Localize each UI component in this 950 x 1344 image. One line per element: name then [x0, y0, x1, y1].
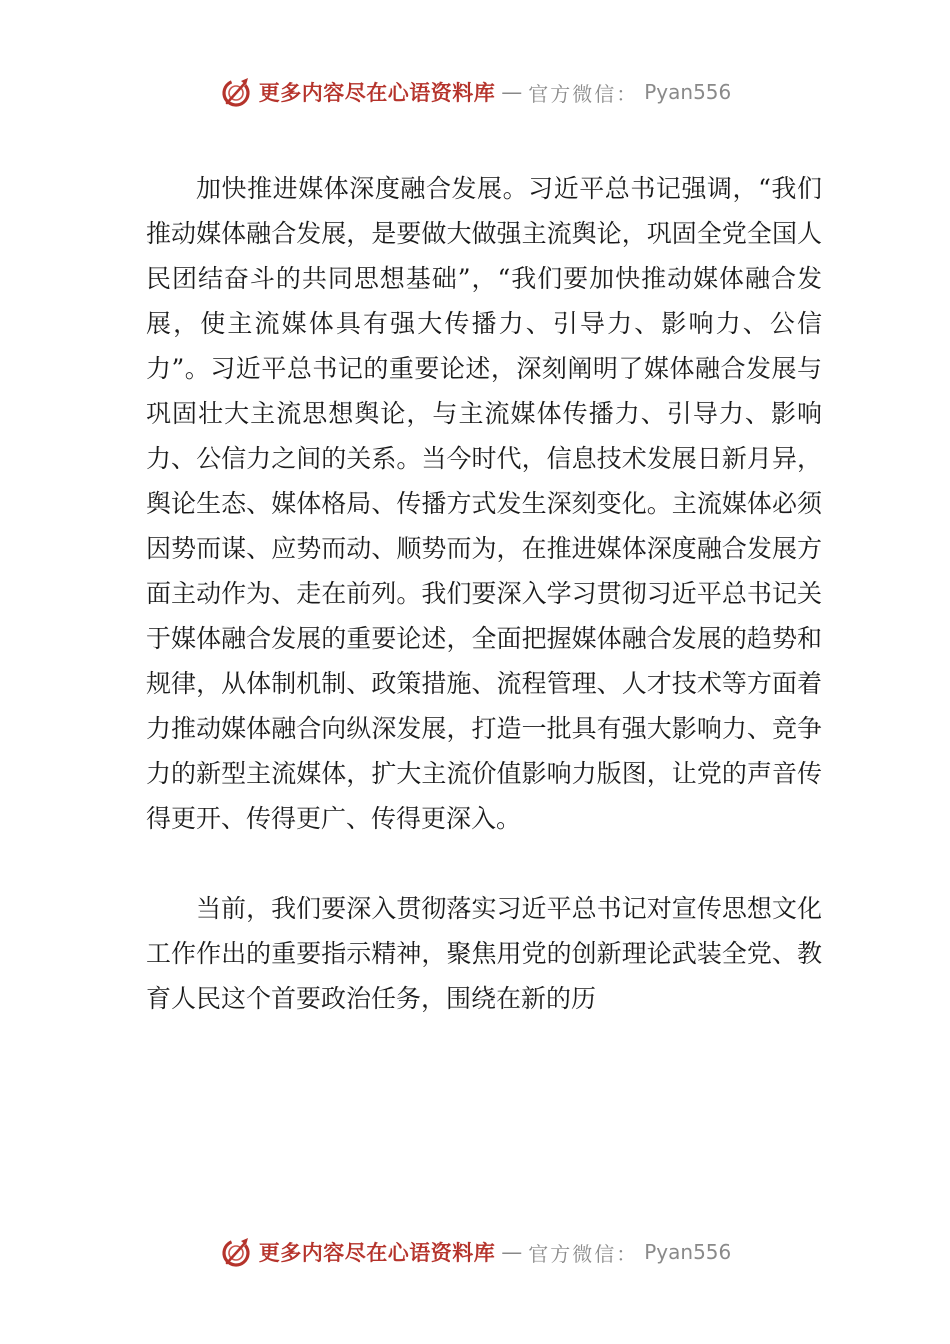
footer-wechat-label: 官方微信：	[528, 1241, 639, 1266]
brush-circle-logo-icon	[219, 1235, 253, 1269]
document-body	[146, 166, 822, 1021]
header-wechat-label: 官方微信：	[528, 81, 639, 106]
brush-circle-logo-icon	[219, 75, 253, 109]
header-separator: —	[501, 80, 523, 104]
paragraph-1: 加快推进媒体深度融合发展。习近平总书记强调，“我们推动媒体融合发展，是要做大做强主流舆论，巩固全党全国人民团结奋斗的共同思想基础”，“我们要加快推动媒体融合发展，使主流媒体具有强大传播力、引导力、影响力、公信力”。习近平总书记的重要论述，深刻阐明了媒体融合发展与巩固壮大主流思想舆论，与主流媒体传播力、引导力、影响力、公信力之间的关系。当今时代，信息技术发展日新月异，舆论生态、媒体格局、传播方式发生深刻变化。主流媒体必须因势而谋、应势而动、顺势而为，在推进媒体深度融合发展方面主动作为、走在前列。我们要深入学习贯彻习近平总书记关于媒体融合发展的重要论述，全面把握媒体融合发展的趋势和规律，从体制机制、政策措施、流程管理、人才技术等方面着力推动媒体融合向纵深发展，打造一批具有强大影响力、竞争力的新型主流媒体，扩大主流价值影响力版图，让党的声音传得更开、传得更广、传得更深入。	[146, 174, 822, 833]
header-brand-text: 更多内容尽在心语资料库	[258, 80, 496, 105]
footer-separator: —	[501, 1240, 523, 1264]
header-banner	[0, 72, 950, 112]
footer-wechat-id: Pyan556	[644, 1240, 732, 1264]
paragraph-2: 当前，我们要深入贯彻落实习近平总书记对宣传思想文化工作作出的重要指示精神，聚焦用党的创新理论武装全党、教育人民这个首要政治任务，围绕在新的历	[146, 894, 822, 1013]
footer-brand-text: 更多内容尽在心语资料库	[258, 1240, 496, 1265]
header-wechat-id: Pyan556	[644, 80, 732, 104]
footer-banner	[0, 1232, 950, 1272]
